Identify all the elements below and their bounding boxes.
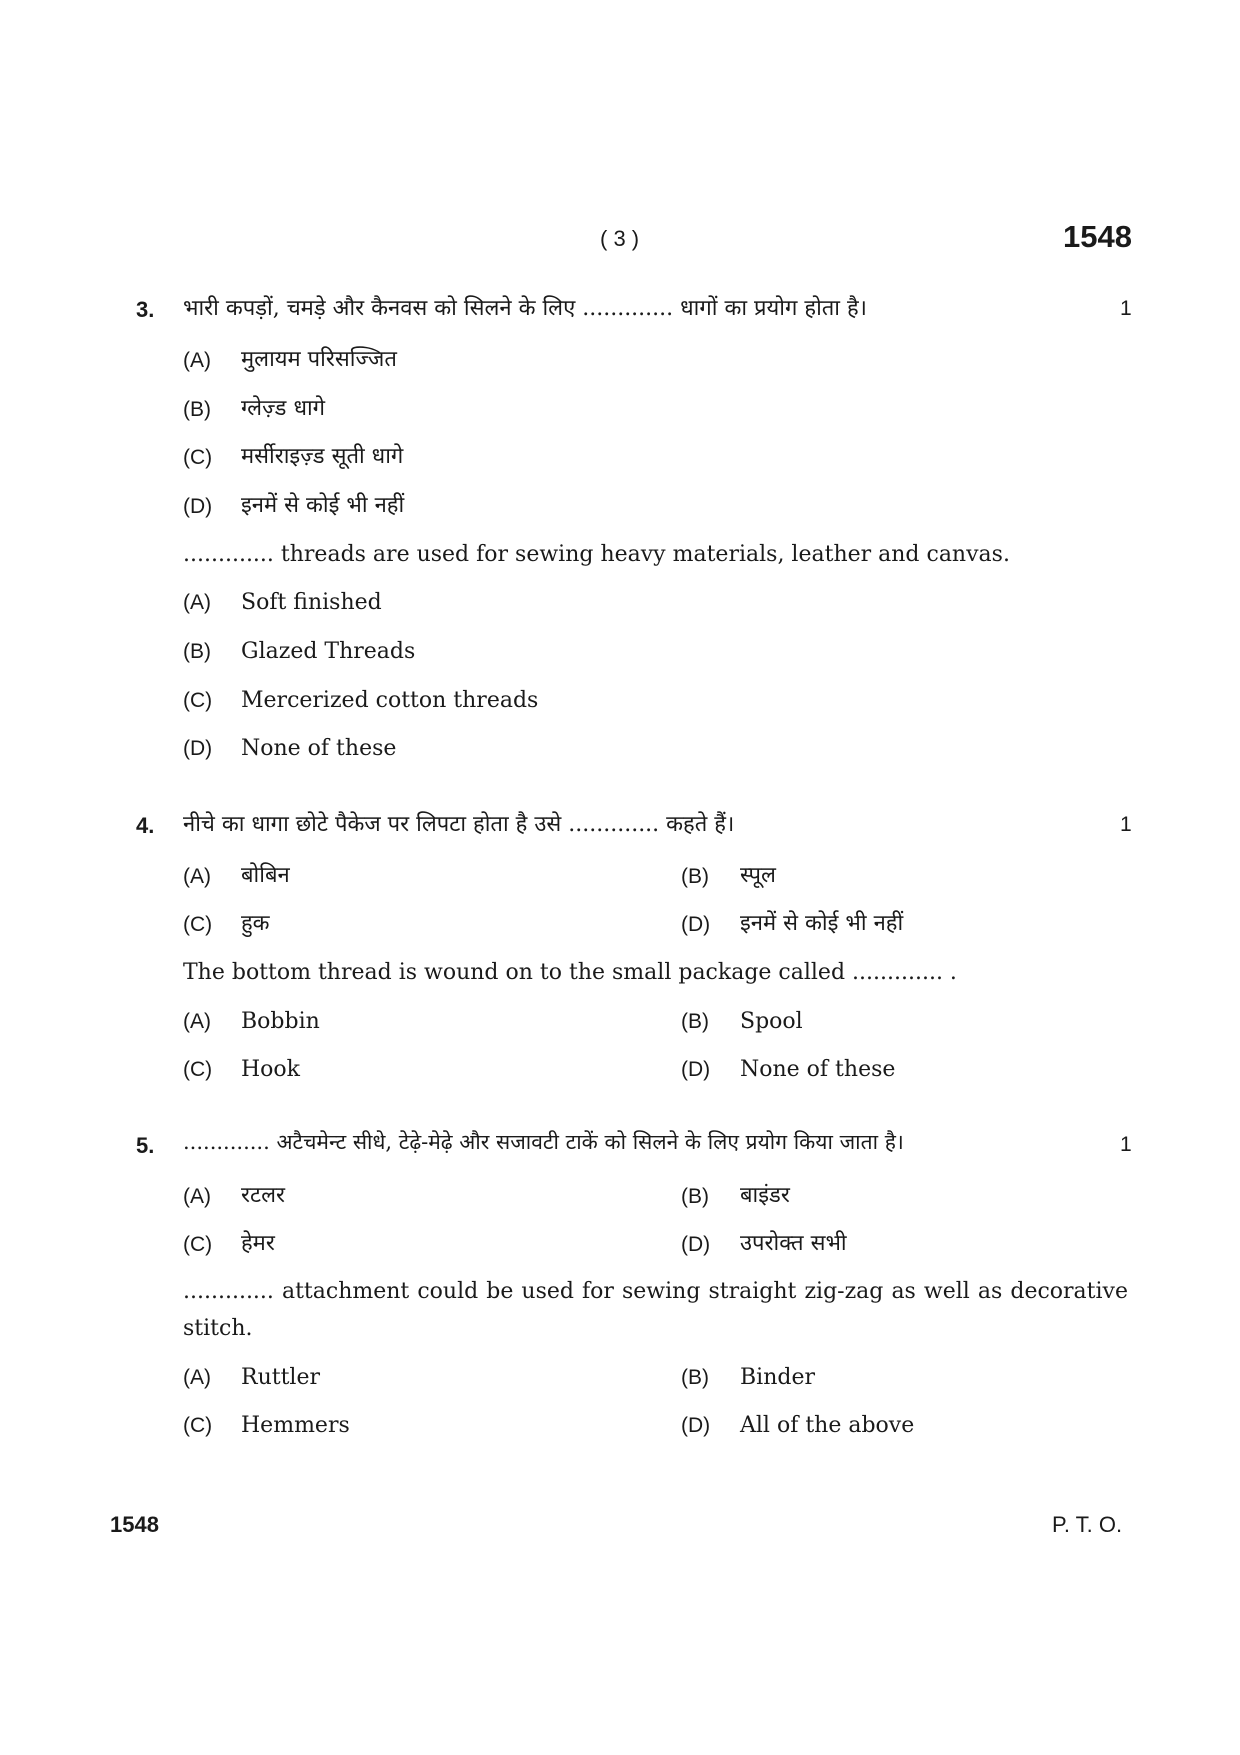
- question-english-text: ............. attachment could be used for sewing straight zig-zag as well as decorative stitch.: [183, 1279, 1128, 1341]
- option-english-d: All of the above: [740, 1413, 915, 1438]
- option-letter: (B): [183, 398, 211, 421]
- option-letter: (A): [183, 865, 211, 888]
- option-hindi-d: इनमें से कोई भी नहीं: [241, 493, 405, 518]
- option-english-c: Mercerized cotton threads: [241, 688, 539, 713]
- option-english-b: Glazed Threads: [241, 639, 416, 664]
- option-hindi-a: बोबिन: [241, 863, 290, 888]
- option-letter: (C): [183, 689, 213, 712]
- option-letter: (B): [681, 865, 709, 888]
- option-english-d: None of these: [740, 1057, 896, 1082]
- option-letter: (C): [183, 1058, 213, 1081]
- option-hindi-d: इनमें से कोई भी नहीं: [740, 911, 904, 936]
- option-english-a: Bobbin: [241, 1009, 320, 1034]
- option-letter: (C): [183, 1414, 213, 1437]
- option-letter: (B): [681, 1185, 709, 1208]
- question-number: 5.: [136, 1133, 155, 1158]
- paper-code-header: 1548: [1063, 219, 1132, 254]
- option-letter: (C): [183, 1233, 213, 1256]
- option-letter: (A): [183, 591, 211, 614]
- option-letter: (D): [681, 1233, 711, 1256]
- option-hindi-c: हुक: [241, 911, 270, 936]
- option-letter: (D): [183, 495, 213, 518]
- option-letter: (C): [183, 446, 213, 469]
- page-number: ( 3 ): [600, 226, 640, 251]
- option-letter: (D): [681, 913, 711, 936]
- option-letter: (D): [681, 1414, 711, 1437]
- question-marks: 1: [1120, 813, 1132, 836]
- question-hindi-text: ............. अटैचमेन्ट सीधे, टेढ़े-मेढ़े और सजावटी टाकें को सिलने के लिए प्रयोग किया जाता है।: [183, 1130, 904, 1154]
- option-english-c: Hemmers: [241, 1413, 350, 1438]
- option-english-a: Soft finished: [241, 590, 382, 615]
- option-hindi-a: मुलायम परिसज्जित: [241, 347, 397, 372]
- option-hindi-b: ग्लेज़्ड धागे: [241, 396, 326, 421]
- option-hindi-c: मर्सीराइज़्ड सूती धागे: [241, 444, 404, 469]
- option-english-c: Hook: [241, 1057, 301, 1082]
- option-hindi-c: हेमर: [241, 1231, 275, 1256]
- question-english-text: The bottom thread is wound on to the small package called ............. .: [183, 960, 957, 985]
- option-letter: (C): [183, 913, 213, 936]
- option-hindi-b: स्पूल: [740, 863, 776, 888]
- question-marks: 1: [1120, 1133, 1132, 1156]
- option-hindi-b: बाइंडर: [740, 1183, 790, 1208]
- question-hindi-text: नीचे का धागा छोटे पैकेज पर लिपटा होता है उसे ............. कहते हैं।: [183, 812, 735, 837]
- paper-code-footer: 1548: [110, 1512, 159, 1537]
- option-letter: (B): [681, 1010, 709, 1033]
- option-letter: (B): [183, 640, 211, 663]
- question-english-text: ............. threads are used for sewing heavy materials, leather and canvas.: [183, 542, 1010, 567]
- option-letter: (A): [183, 349, 211, 372]
- option-english-d: None of these: [241, 736, 397, 761]
- question-number: 4.: [136, 813, 155, 838]
- option-hindi-d: उपरोक्त सभी: [740, 1231, 847, 1256]
- option-letter: (A): [183, 1366, 211, 1389]
- option-letter: (D): [183, 737, 213, 760]
- question-number: 3.: [136, 297, 155, 322]
- option-letter: (A): [183, 1010, 211, 1033]
- question-marks: 1: [1120, 297, 1132, 320]
- option-english-a: Ruttler: [241, 1365, 320, 1390]
- option-letter: (B): [681, 1366, 709, 1389]
- pto-label: P. T. O.: [1052, 1512, 1123, 1537]
- option-english-b: Binder: [740, 1365, 815, 1390]
- option-letter: (A): [183, 1185, 211, 1208]
- option-hindi-a: रटलर: [241, 1183, 286, 1208]
- question-hindi-text: भारी कपड़ों, चमड़े और कैनवस को सिलने के लिए ............. धागों का प्रयोग होता है।: [183, 296, 868, 321]
- option-english-b: Spool: [740, 1009, 803, 1034]
- option-letter: (D): [681, 1058, 711, 1081]
